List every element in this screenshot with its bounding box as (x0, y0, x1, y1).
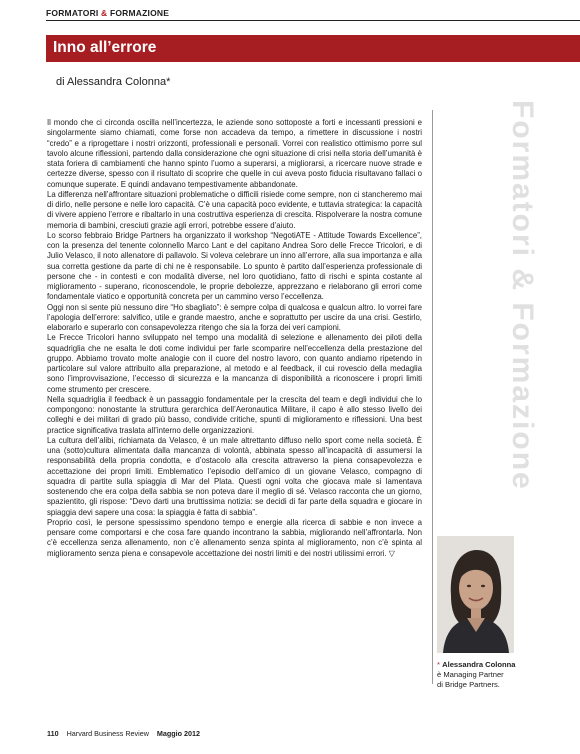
author-portrait-illustration (437, 536, 514, 653)
page-number: 110 (47, 729, 59, 738)
section-label-rest: FORMAZIONE (109, 8, 170, 18)
author-photo (437, 536, 514, 653)
title-bar (46, 35, 580, 62)
body-paragraph: Proprio così, le persone spessissimo spendono tempo e energie alla ricerca di sabbie e non invece a pensare come comportarsi e che cosa fare quando incontrano la sabbia, migliorando nell’affrontarla. Non c’è eccellenza senza allenamento, non c’è allenamento senza spinta al miglioramento, non c’è spinta al miglioramento senza piena e consapevole accettazione dei nostri limiti e dei nostri utilissimi errori. ▽ (47, 517, 422, 558)
byline: di Alessandra Colonna* (56, 76, 171, 88)
issue-date: Maggio 2012 (156, 729, 201, 738)
body-paragraph: Le Frecce Tricolori hanno sviluppato nel tempo una modalità di selezione e allenamento dei piloti della squadriglia che ne esalta le doti come individui per farle scomparire nell’eccellenza della prestazione del gruppo. Abbiamo trovato molte analogie con il cuore del nostro lavoro, con quanto andiamo ripetendo in particolare sul valore attribuito alla preparazione, al metodo e al feedback, il cui rovescio della medaglia sono l’improvvisazione, l’eccesso di sicurezza e la mancanza di disponibilità a riconoscere i propri limiti come strumento per crescere. (47, 333, 422, 394)
column-divider (432, 110, 433, 684)
body-paragraph: La cultura dell’alibi, richiamata da Velasco, è un male altrettanto diffuso nello sport come nella società. È una (sotto)cultura alimentata dalla mancanza di volontà, abbinata spesso all’incapacità di assumersi la responsabilità della propria condotta, e d’ostacolo alla crescita attraverso la piena consapevolezza e accettazione dei propri limiti. Emblematico l’episodio dell’amico di un giovane Velasco, compagno di squadra di partite sulla spiaggia di Mar del Plata. Questi ogni volta che giocava male si lamentava sostenendo che era colpa della sabbia se non poteva dare il meglio di sé. Velasco racconta che un giorno, spazientito, gli rispose: “Devo darti una bruttissima notizia: se decidi di far parte della squadra e giocare in spiaggia devi sapere una cosa: la spiaggia è fatta di sabbia”. (47, 435, 422, 517)
section-label-ampersand: & (98, 8, 110, 18)
author-role: è Managing Partner (437, 670, 504, 679)
page-footer (47, 729, 200, 738)
body-paragraph: Nella squadriglia il feedback è un passaggio fondamentale per la crescita del team e degli individui che lo compongono: nonostante la struttura gerarchica dell’Aeronautica Militare, il capo è allo stesso livello dei colleghi e dei militari di grado più basso, condivide critiche, spunti di miglioramento e riflessioni. Una best practice significativa traslata all’interno delle organizzazioni. (47, 394, 422, 435)
body-paragraph: La differenza nell’affrontare situazioni problematiche o difficili risiede come sempre, non ci stancheremo mai di dirlo, nelle persone e nelle loro capacità. C’è una capacità poco evidente, e tuttavia strategica: la capacità di vivere appieno l’errore e ribaltarlo in una costruttiva esperienza di crescita. Rispolverare la nostra comune memoria di bambini, cresciuti grazie agli errori, potrebbe essere d’aiuto. (47, 189, 422, 230)
article-body (47, 118, 422, 559)
top-rule (46, 20, 580, 21)
vertical-section-title: Formatori & Formazione (506, 100, 539, 491)
article-title: Inno all’errore (53, 39, 157, 56)
body-paragraph: Il mondo che ci circonda oscilla nell’incertezza, le aziende sono sottoposte a forti e incessanti pressioni e singolarmente siamo chiamati, come forse non accadeva da tempo, a rimettere in discussione i nostri “credo” e a riprogettare i nostri orizzonti, professionali e personali. Vorrei con realistico ottimismo porre sul tavolo alcune riflessioni, partendo dalla considerazione che ogni situazione di crisi nella storia dell’umanità è stata foriera di cambiamenti che hanno spinto l’uomo a superarsi, a migliorarsi, a ricercare nuove strade e certezze diverse, spesso con il risultato di scoprire che quelle in cui aveva posto fiducia risultavano fallaci o comunque superate. E quindi andavano tempestivamente abbandonate. (47, 118, 422, 189)
section-label (46, 8, 169, 18)
section-label-main: FORMATORI (46, 8, 99, 18)
author-note (437, 660, 516, 690)
body-paragraph: Lo scorso febbraio Bridge Partners ha organizzato il workshop “NegotiATE - Attitude Towards Excellence”, con la presenza del tenente colonnello Marco Lant e del capitano Andrea Soro delle Frecce Tricolori, e di Julio Velasco, il noto allenatore di pallavolo. Si voleva celebrare un inno all’errore, alla sua importanza e alla sua corretta gestione da parte di chi ne è responsabile. Lo spunto è partito dall’esperienza professionale di persone che - in contesti e con modalità diverse, nel loro quotidiano, fatto di rischi e spinta costante al miglioramento - superano, riconoscendole, le proprie debolezze, apprezzano e rielaborano gli errori come fondamentale viatico e opportunità concreta per un cammino verso l’eccellenza. (47, 230, 422, 302)
author-company: di Bridge Partners. (437, 680, 500, 689)
author-name: Alessandra Colonna (442, 660, 516, 669)
magazine-name: Harvard Business Review (66, 729, 149, 738)
footnote-star: * (437, 660, 440, 669)
body-paragraph: Oggi non si sente più nessuno dire “Ho sbagliato”: è sempre colpa di qualcosa e qualcun altro. Io vorrei fare l’apologia dell’errore: salvifico, utile e grande maestro, anche e soprattutto per uscire da una crisi. Gestirlo, elaborarlo e superarlo con consapevolezza ritengo che sia la forza dei veri campioni. (47, 302, 422, 332)
